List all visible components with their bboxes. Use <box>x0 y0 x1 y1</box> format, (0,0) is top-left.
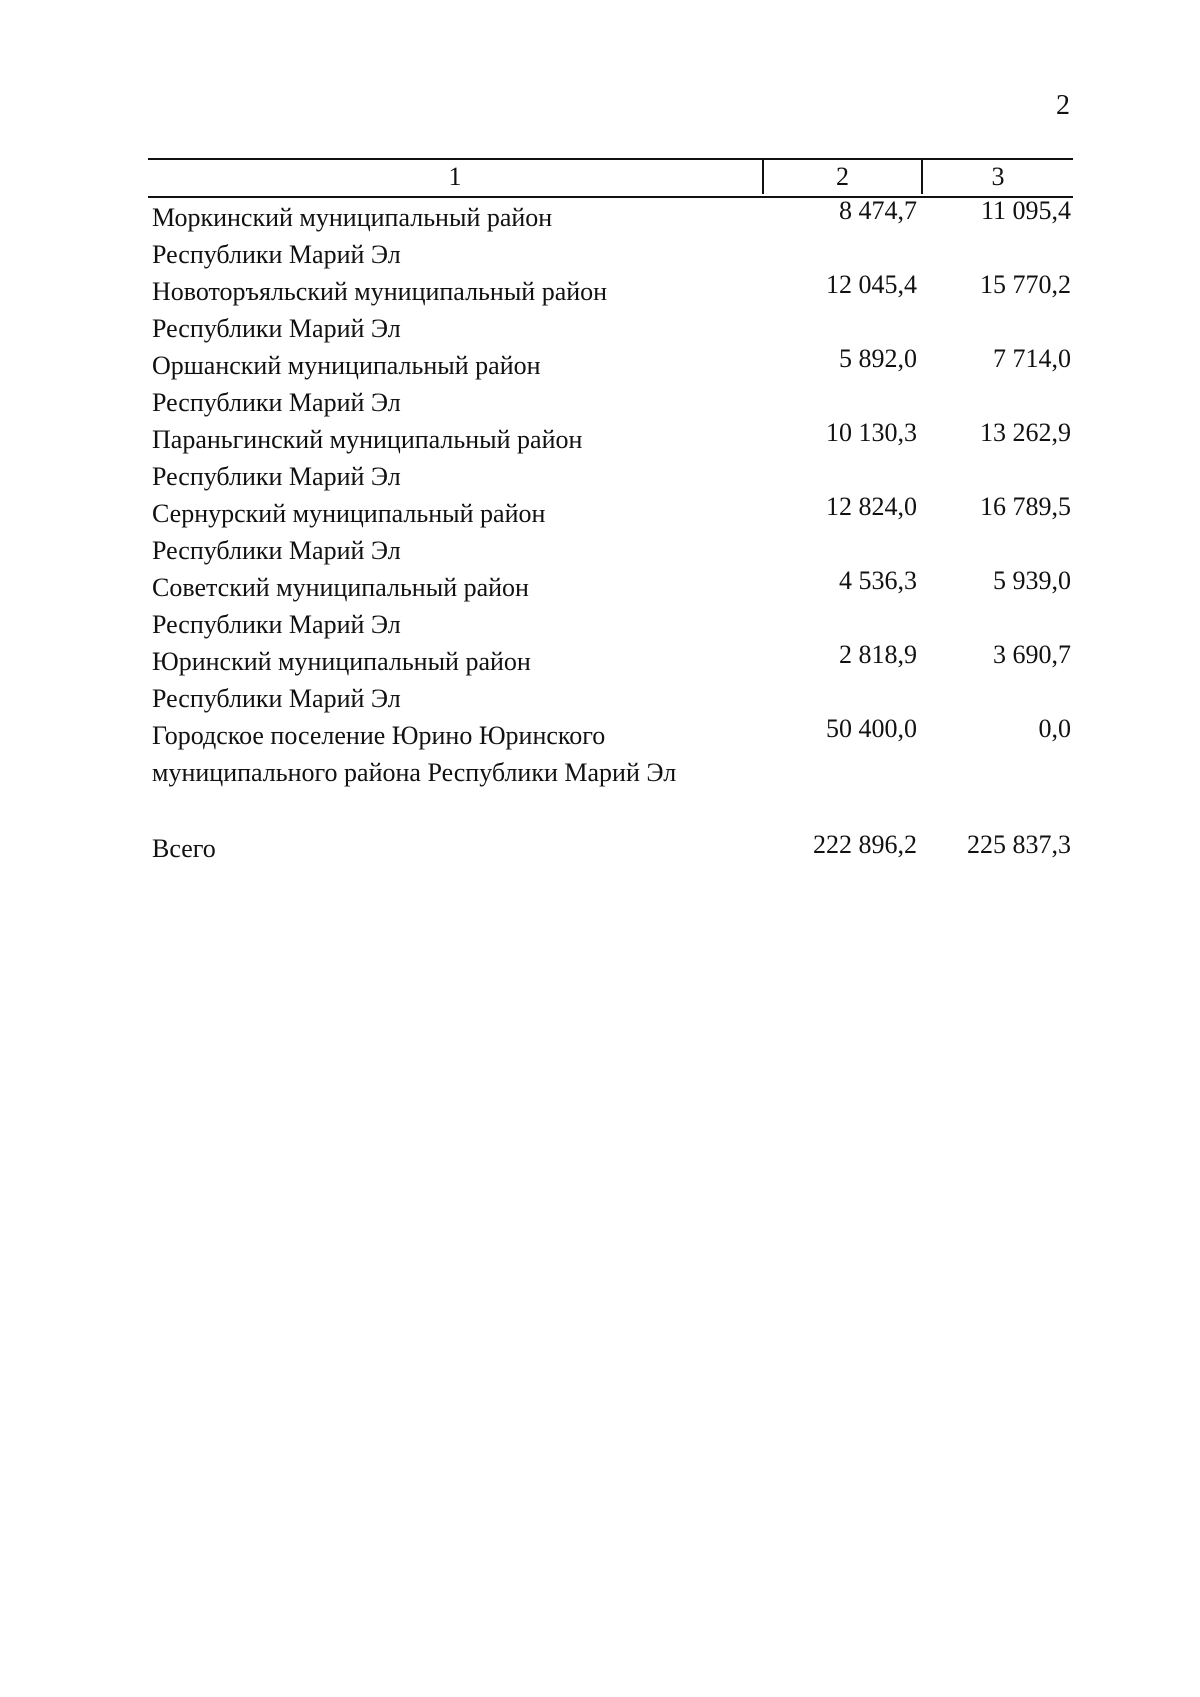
total-value-col-2: 222 896,2 <box>813 830 917 859</box>
row-name: Городское поселение Юрино Юринского муниципального района Республики Марий Эл <box>152 721 677 787</box>
table-row <box>148 198 1073 272</box>
row-value-col-2: 8 474,7 <box>839 196 917 225</box>
header-col-1: 1 <box>448 162 462 191</box>
row-value-col-3: 16 789,5 <box>980 492 1071 521</box>
row-name: Сернурский муниципальный район Республики Марий Эл <box>152 499 546 565</box>
row-value-col-2: 12 824,0 <box>826 492 917 521</box>
table-row <box>148 494 1073 568</box>
row-value-col-3: 0,0 <box>1038 714 1071 743</box>
row-value-col-2: 50 400,0 <box>826 714 917 743</box>
row-value-col-3: 11 095,4 <box>980 196 1071 225</box>
table-body <box>148 198 1073 790</box>
row-value-col-2: 5 892,0 <box>839 344 917 373</box>
row-name: Оршанский муниципальный район Республики Марий Эл <box>152 351 541 417</box>
row-name: Параньгинский муниципальный район Республики Марий Эл <box>152 425 583 491</box>
row-name: Моркинский муниципальный район Республики Марий Эл <box>152 203 553 269</box>
row-name: Юринский муниципальный район Республики Марий Эл <box>152 647 531 713</box>
page-number: 2 <box>1056 90 1070 121</box>
table-row <box>148 642 1073 716</box>
table-header <box>148 158 1073 198</box>
total-label: Всего <box>152 834 216 863</box>
table-row <box>148 346 1073 420</box>
row-value-col-2: 2 818,9 <box>839 640 917 669</box>
header-col-3: 3 <box>921 158 1073 194</box>
total-value-col-3: 225 837,3 <box>967 830 1071 859</box>
row-name: Советский муниципальный район Республики Марий Эл <box>152 573 529 639</box>
row-value-col-3: 7 714,0 <box>993 344 1071 373</box>
table-row <box>148 716 1073 790</box>
row-value-col-3: 5 939,0 <box>993 566 1071 595</box>
row-value-col-3: 3 690,7 <box>993 640 1071 669</box>
row-value-col-2: 4 536,3 <box>839 566 917 595</box>
table-row <box>148 568 1073 642</box>
row-value-col-3: 15 770,2 <box>980 270 1071 299</box>
total-row <box>148 830 1073 870</box>
table-row <box>148 420 1073 494</box>
row-value-col-3: 13 262,9 <box>980 418 1071 447</box>
table-row <box>148 272 1073 346</box>
data-table <box>148 158 1073 870</box>
row-value-col-2: 12 045,4 <box>826 270 917 299</box>
header-col-2: 2 <box>762 158 921 194</box>
row-value-col-2: 10 130,3 <box>826 418 917 447</box>
row-name: Новоторъяльский муниципальный район Республики Марий Эл <box>152 277 608 343</box>
